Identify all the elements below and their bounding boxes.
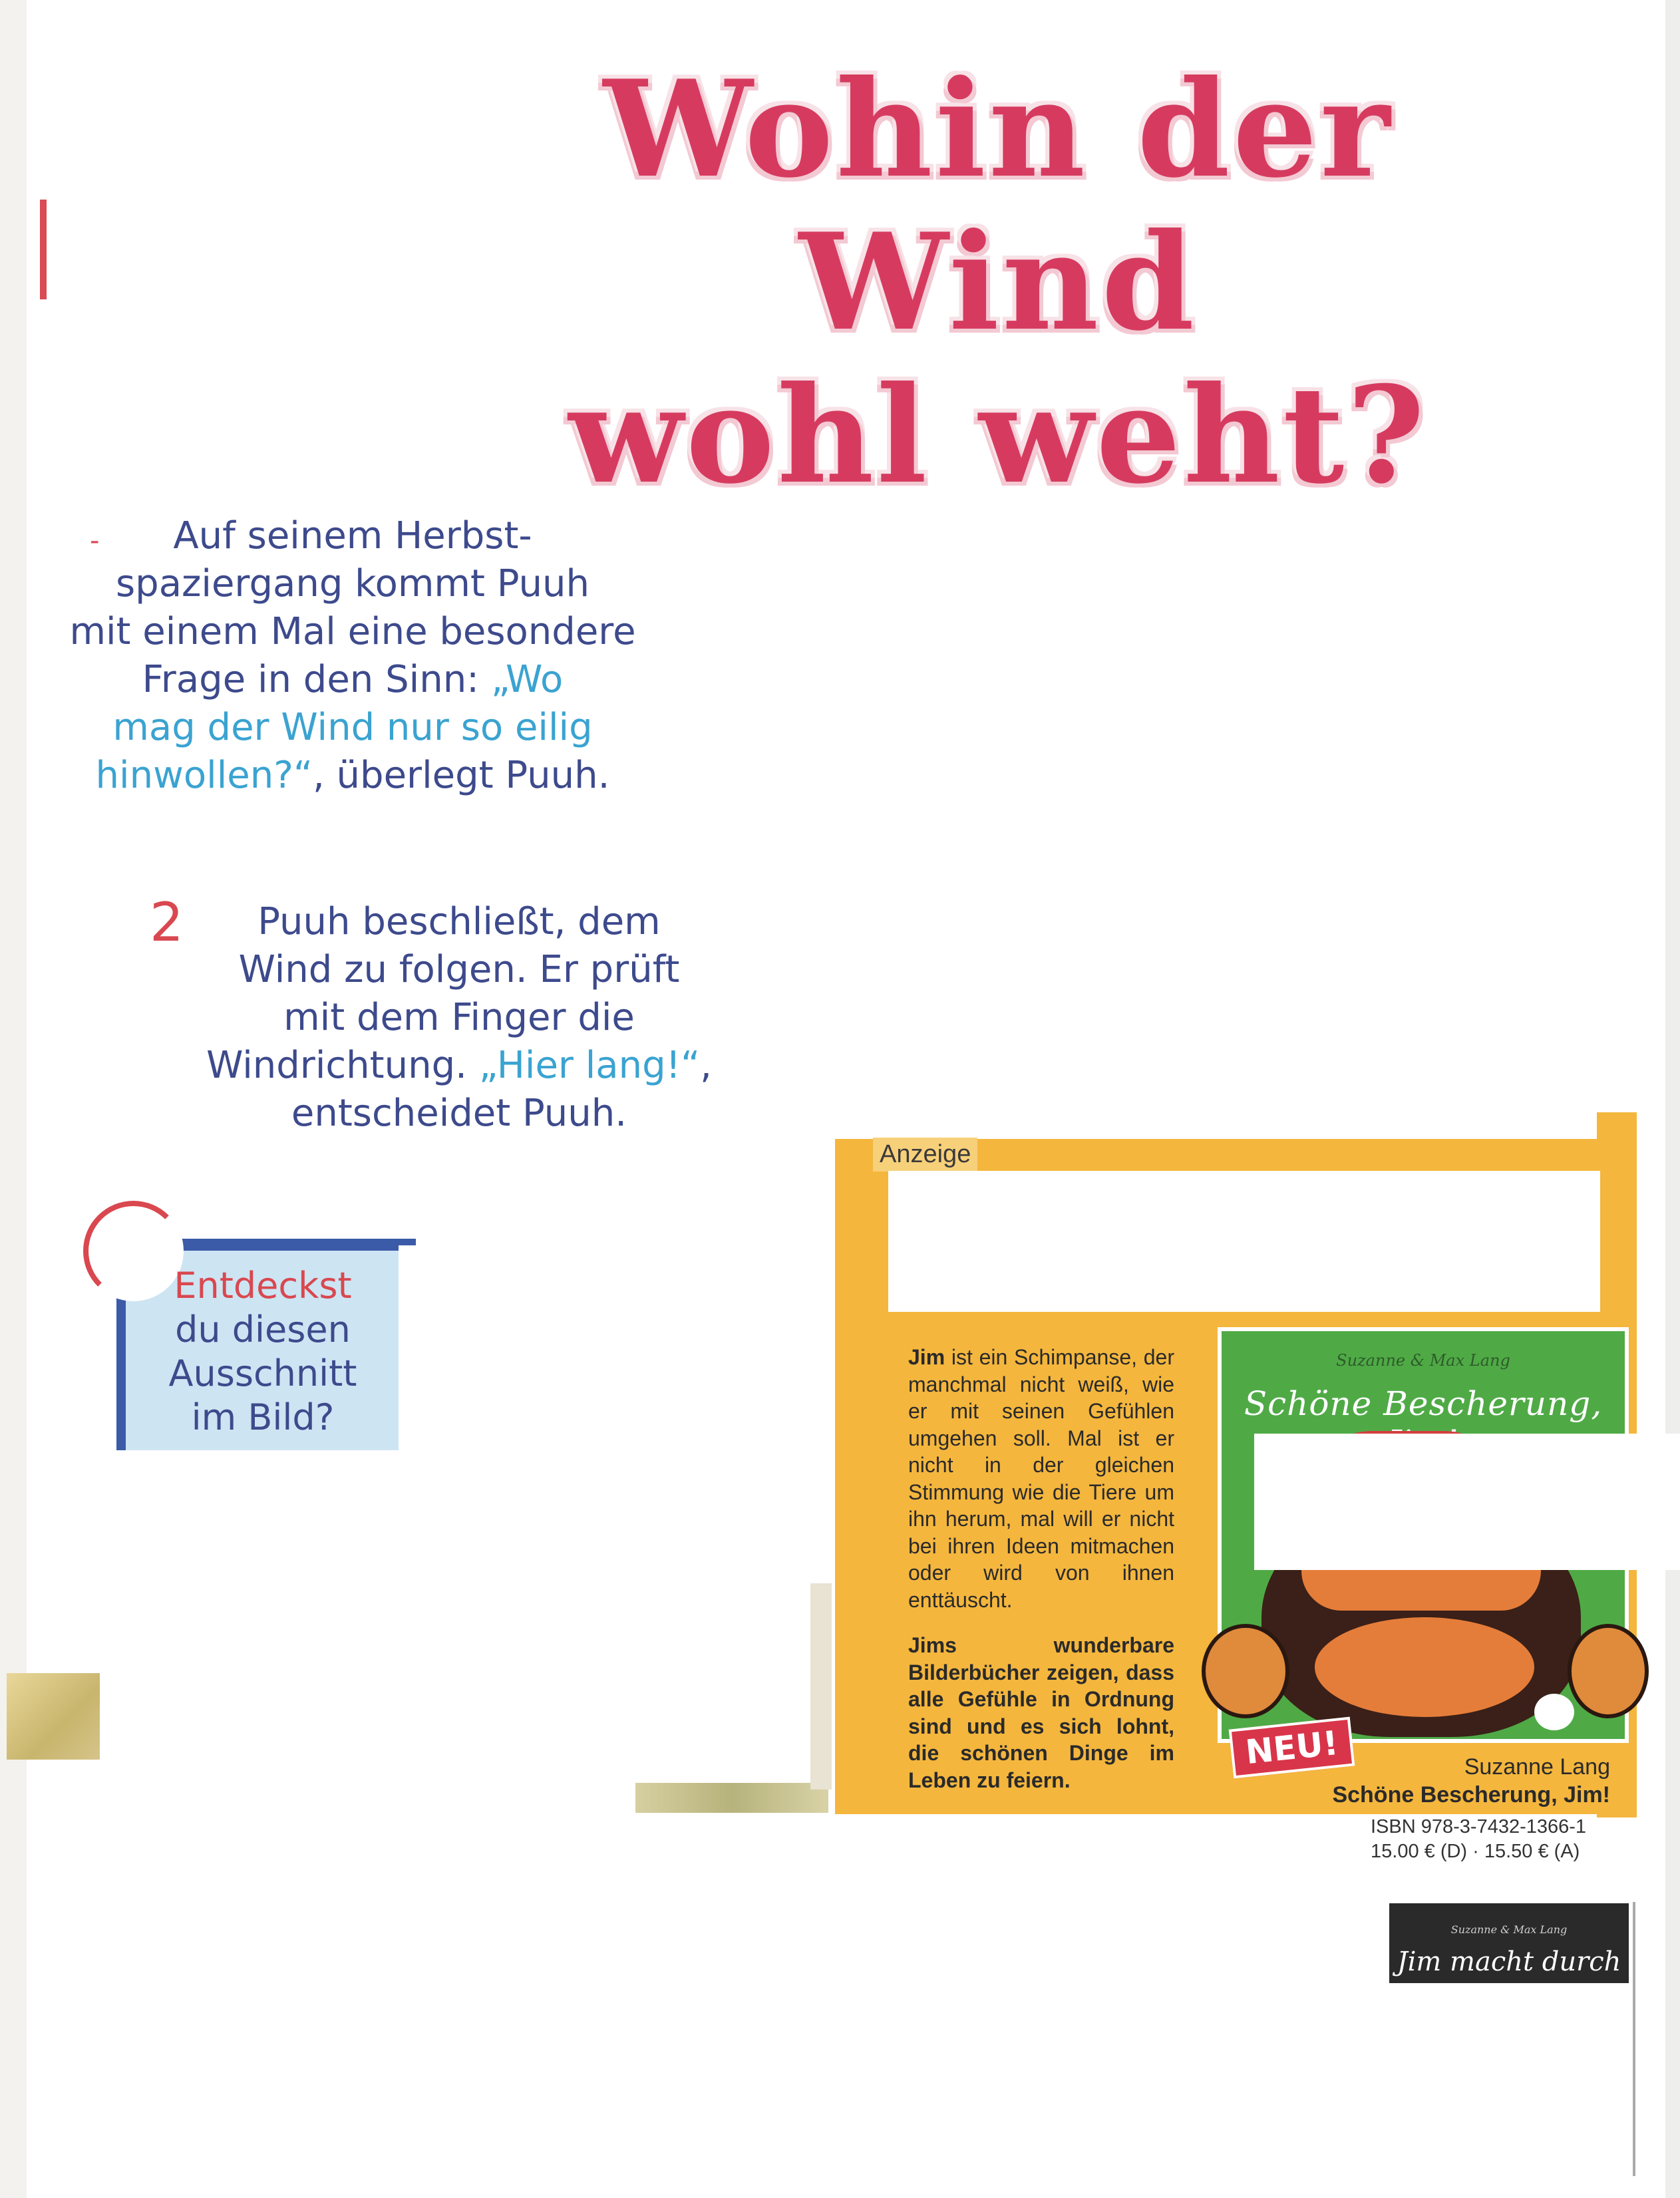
ad-label: Anzeige <box>873 1138 977 1172</box>
title-line-1: Wohin der Wind <box>603 51 1393 361</box>
story-quote: „Wo <box>490 658 564 701</box>
story-line: Auf seinem Herbst- <box>173 514 532 557</box>
monkey-muzzle <box>1315 1617 1534 1717</box>
step-1-number: - <box>90 526 100 556</box>
ad-text: ist ein Schimpanse, der manchmal nicht weiß, wie er mit seinen Gefühlen umgehen soll. Mal ist er nicht in der gleichen Stimmung wie die Tiere um ihn herum, mal will er nicht bei ihren Ideen mitmachen oder wird von ihnen enttäuscht. <box>908 1345 1174 1612</box>
ad-text-bold: Jims wunderbare Bilderbücher zeigen, dass alle Gefühle in Ordnung sind und es sich lohnt, die schönen Dinge im Leben zu feiern. <box>908 1633 1174 1792</box>
story-line: Wind zu folgen. Er prüft <box>238 948 680 991</box>
illustration-fragment <box>7 1673 100 1760</box>
ad-body-text <box>908 1344 1174 1812</box>
story-line <box>60 752 645 800</box>
ad-paragraph <box>908 1632 1174 1794</box>
book-info <box>1324 1753 1610 1809</box>
story-quote-line: mag der Wind nur so eilig <box>112 706 593 749</box>
new-badge: NEU! <box>1229 1717 1355 1779</box>
story-text: Frage in den Sinn: <box>142 658 491 701</box>
illustration-fragment <box>635 1783 828 1813</box>
title-line-2: wohl weht? <box>568 357 1428 514</box>
story-line <box>206 1042 712 1090</box>
second-book-title: Jim macht durch <box>1397 1947 1621 1977</box>
story-text: Windrichtung. <box>206 1044 479 1087</box>
book-cover-title: Schöne Bescherung, <box>1244 1384 1603 1423</box>
ad-paragraph <box>908 1344 1174 1613</box>
story-step-1 <box>60 512 645 800</box>
ad-lead: Jim <box>908 1345 945 1369</box>
book-title: Schöne Bescherung, Jim! <box>1332 1782 1610 1807</box>
book-isbn-price <box>1371 1815 1610 1864</box>
step-2-number: 2 <box>150 891 184 953</box>
story-quote: „Hier lang!“ <box>478 1044 701 1087</box>
book-price: 15.00 € (D) · 15.50 € (A) <box>1371 1841 1580 1862</box>
monkey-ear <box>1568 1624 1649 1718</box>
scan-left-edge <box>0 0 27 2198</box>
story-line: mit einem Mal eine besondere <box>69 610 636 653</box>
book-author: Suzanne Lang <box>1464 1754 1610 1780</box>
illustration-fragment <box>810 1583 832 1790</box>
story-text: , überlegt Puuh. <box>312 754 610 797</box>
scan-right-edge <box>1665 0 1680 2198</box>
page-title <box>432 53 1564 512</box>
book-cover-author: Suzanne & Max Lang <box>1336 1351 1510 1370</box>
redacted-area <box>1385 1983 1633 2176</box>
find-line: du diesen <box>175 1309 351 1350</box>
find-box-text <box>143 1264 383 1440</box>
second-book-cover[interactable] <box>1385 1899 1633 2173</box>
hat-pompom <box>1534 1694 1574 1730</box>
find-line: Ausschnitt <box>168 1352 357 1394</box>
story-text: , <box>700 1044 712 1087</box>
find-line: im Bild? <box>191 1396 335 1438</box>
ad-header-area <box>888 1171 1600 1312</box>
story-quote: hinwollen?“ <box>95 754 313 797</box>
redacted-area <box>1254 1434 1680 1570</box>
story-step-2 <box>206 898 712 1138</box>
second-book-author: Suzanne & Max Lang <box>1450 1923 1568 1936</box>
find-line: Entdeckst <box>174 1265 352 1307</box>
story-line <box>60 656 645 704</box>
story-line: mit dem Finger die <box>283 996 635 1039</box>
story-line: spaziergang kommt Puuh <box>115 562 589 605</box>
story-line: Puuh beschließt, dem <box>257 900 661 943</box>
page-edge-mark <box>40 200 47 299</box>
book-isbn: ISBN 978-3-7432-1366-1 <box>1371 1816 1587 1837</box>
story-line: entscheidet Puuh. <box>291 1092 627 1135</box>
monkey-ear <box>1202 1624 1289 1718</box>
